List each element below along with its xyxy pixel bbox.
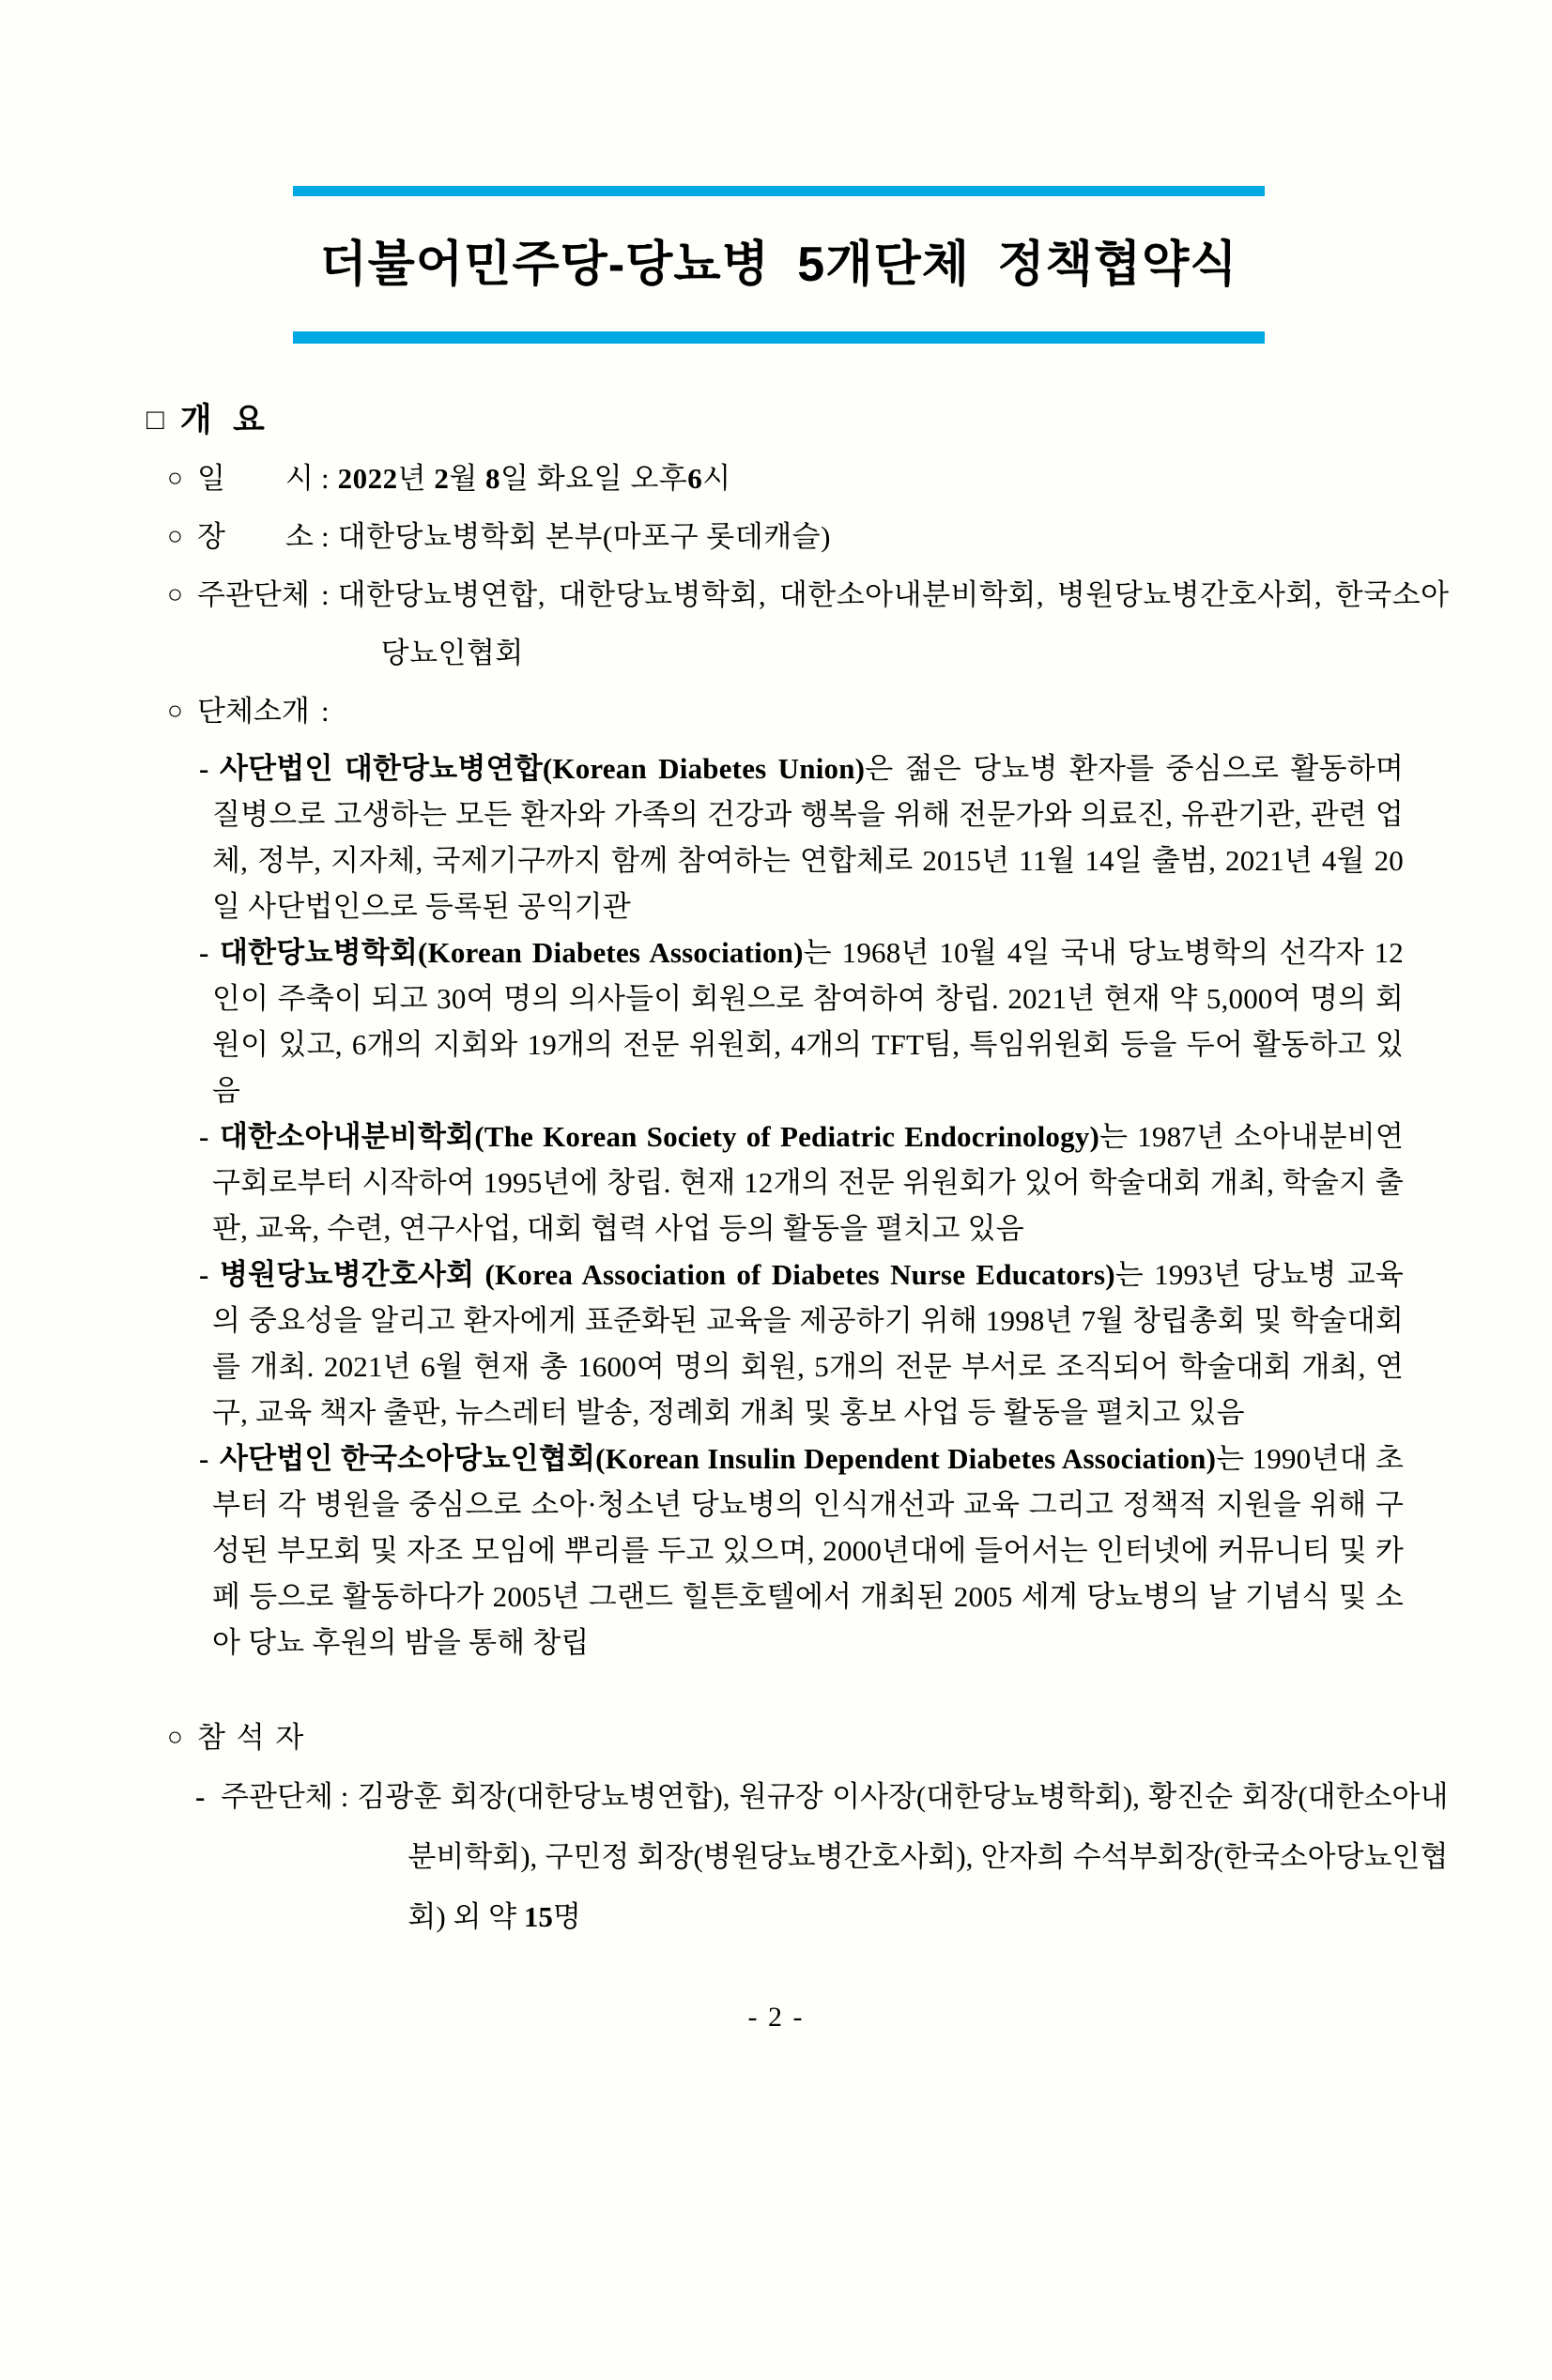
colon: : [321,578,330,611]
org-paragraph-kadne [199,1251,1404,1436]
overview-heading-text: 개 요 [179,402,266,438]
title-rule-top [293,186,1265,196]
org-description: 는 1990년대 초부터 각 병원을 중심으로 소아·청소년 당뇨병의 인식개선과 교육 그리고 정책적 지원을 위해 구성된 부모회 및 자조 모임에 뿌리를 두고 있으며, 2000년대에 들어서는 인터넷에 커뮤니티 및 카페 등으로 활동하다가 2005년 그랜드 힐튼호텔에서 개최된 2005 세계 당뇨병의 날 기념식 및 소아 당뇨 후원의 밤을 통해 창립 [212,1442,1404,1659]
org-name: 사단법인 한국소아당뇨인협회(Korean Insulin Dependent Diabetes Association) [220,1442,1217,1475]
document-page [0,186,1552,2380]
overview-list [0,450,1552,741]
circle-bullet-icon: ○ [167,464,183,493]
dash-bullet: - [199,1442,209,1475]
org-name: 대한소아내분비학회(The Korean Society of Pediatric Endocrinology) [220,1120,1100,1153]
item-label: 일 시 [197,462,314,495]
colon: : [321,695,330,728]
attendees-heading [0,1709,1552,1767]
circle-bullet-icon: ○ [167,580,183,609]
overview-item-orgs-intro [0,683,1552,741]
dash-bullet: - [199,936,209,969]
org-paragraph-kda [199,929,1404,1113]
overview-heading [146,400,1552,442]
item-value: 대한당뇨병학회 본부(마포구 롯데캐슬) [337,520,831,553]
circle-bullet-icon: ○ [167,697,183,726]
overview-item-hosts [0,566,1552,683]
org-name: 병원당뇨병간호사회 (Korea Association of Diabetes Nurse Educators) [220,1258,1115,1291]
item-label: 장 소 [197,520,314,553]
attendees-hosts-row [0,1767,1552,1947]
organization-list [0,745,1552,1666]
attendees-heading-text: 참 석 자 [197,1721,306,1754]
document-title: 더불어민주당-당뇨병 5개단체 정책협약식 [319,238,1238,292]
page-number: - 2 - [747,2002,805,2033]
org-description: 은 젊은 당뇨병 환자를 중심으로 활동하며 질병으로 고생하는 모든 환자와 가족의 건강과 행복을 위해 전문가와 의료진, 유관기관, 관련 업체, 정부, 지자체, 국제기구까지 함께 참여하는 연합체로 2015년 11월 14일 출범, 2021년 4월 20일 사단법인으로 등록된 공익기관 [212,752,1404,923]
org-name: 사단법인 대한당뇨병연합(Korean Diabetes Union) [220,752,866,785]
attendee-value: 김광훈 회장(대한당뇨병연합), 원규장 이사장(대한당뇨병학회), 황진순 회장(대한소아내분비학회), 구민정 회장(병원당뇨병간호사회), 안자희 수석부회장(한국소아당뇨인협회) 외 약 15명 [357,1780,1449,1933]
org-paragraph-kdu [199,745,1404,929]
attendee-label: 주관단체 [221,1780,333,1813]
colon: : [321,520,330,553]
item-value: 대한당뇨병연합, 대한당뇨병학회, 대한소아내분비학회, 병원당뇨병간호사회, 한국소아당뇨인협회 [337,578,1450,669]
org-paragraph-kidda [199,1436,1404,1666]
dash-bullet: - [195,1780,206,1813]
circle-bullet-icon: ○ [167,1723,183,1752]
overview-item-datetime [0,450,1552,508]
org-description: 는 1987년 소아내분비연구회로부터 시작하여 1995년에 창립. 현재 12개의 전문 위원회가 있어 학술대회 개최, 학술지 출판, 교육, 수련, 연구사업, 대회 협력 사업 등의 활동을 펼치고 있음 [212,1120,1405,1245]
overview-item-venue [0,508,1552,566]
title-rule-bottom [293,331,1265,344]
square-bullet-icon: □ [146,403,165,436]
item-value: 2022년 2월 8일 화요일 오후6시 [337,462,731,495]
org-description: 는 1968년 10월 4일 국내 당뇨병학의 선각자 12인이 주축이 되고 30여 명의 의사들이 회원으로 참여하여 창립. 2021년 현재 약 5,000여 명의 회원이 있고, 6개의 지회와 19개의 전문 위원회, 4개의 TFT팀, 특임위원회 등을 두어 활동하고 있음 [212,936,1404,1107]
org-description: 는 1993년 당뇨병 교육의 중요성을 알리고 환자에게 표준화된 교육을 제공하기 위해 1998년 7월 창립총회 및 학술대회를 개최. 2021년 6월 현재 총 1600여 명의 회원, 5개의 전문 부서로 조직되어 학술대회 개최, 연구, 교육 책자 출판, 뉴스레터 발송, 정례회 개최 및 홍보 사업 등 활동을 펼치고 있음 [212,1258,1404,1429]
org-paragraph-kspe [199,1113,1405,1251]
colon: : [321,462,330,495]
dash-bullet: - [199,1258,209,1291]
org-name: 대한당뇨병학회(Korean Diabetes Association) [220,936,804,969]
colon: : [340,1780,349,1813]
circle-bullet-icon: ○ [167,522,183,551]
dash-bullet: - [199,1120,209,1153]
dash-bullet: - [199,752,209,785]
item-label: 단체소개 [197,695,310,728]
item-label: 주관단체 [197,578,310,611]
